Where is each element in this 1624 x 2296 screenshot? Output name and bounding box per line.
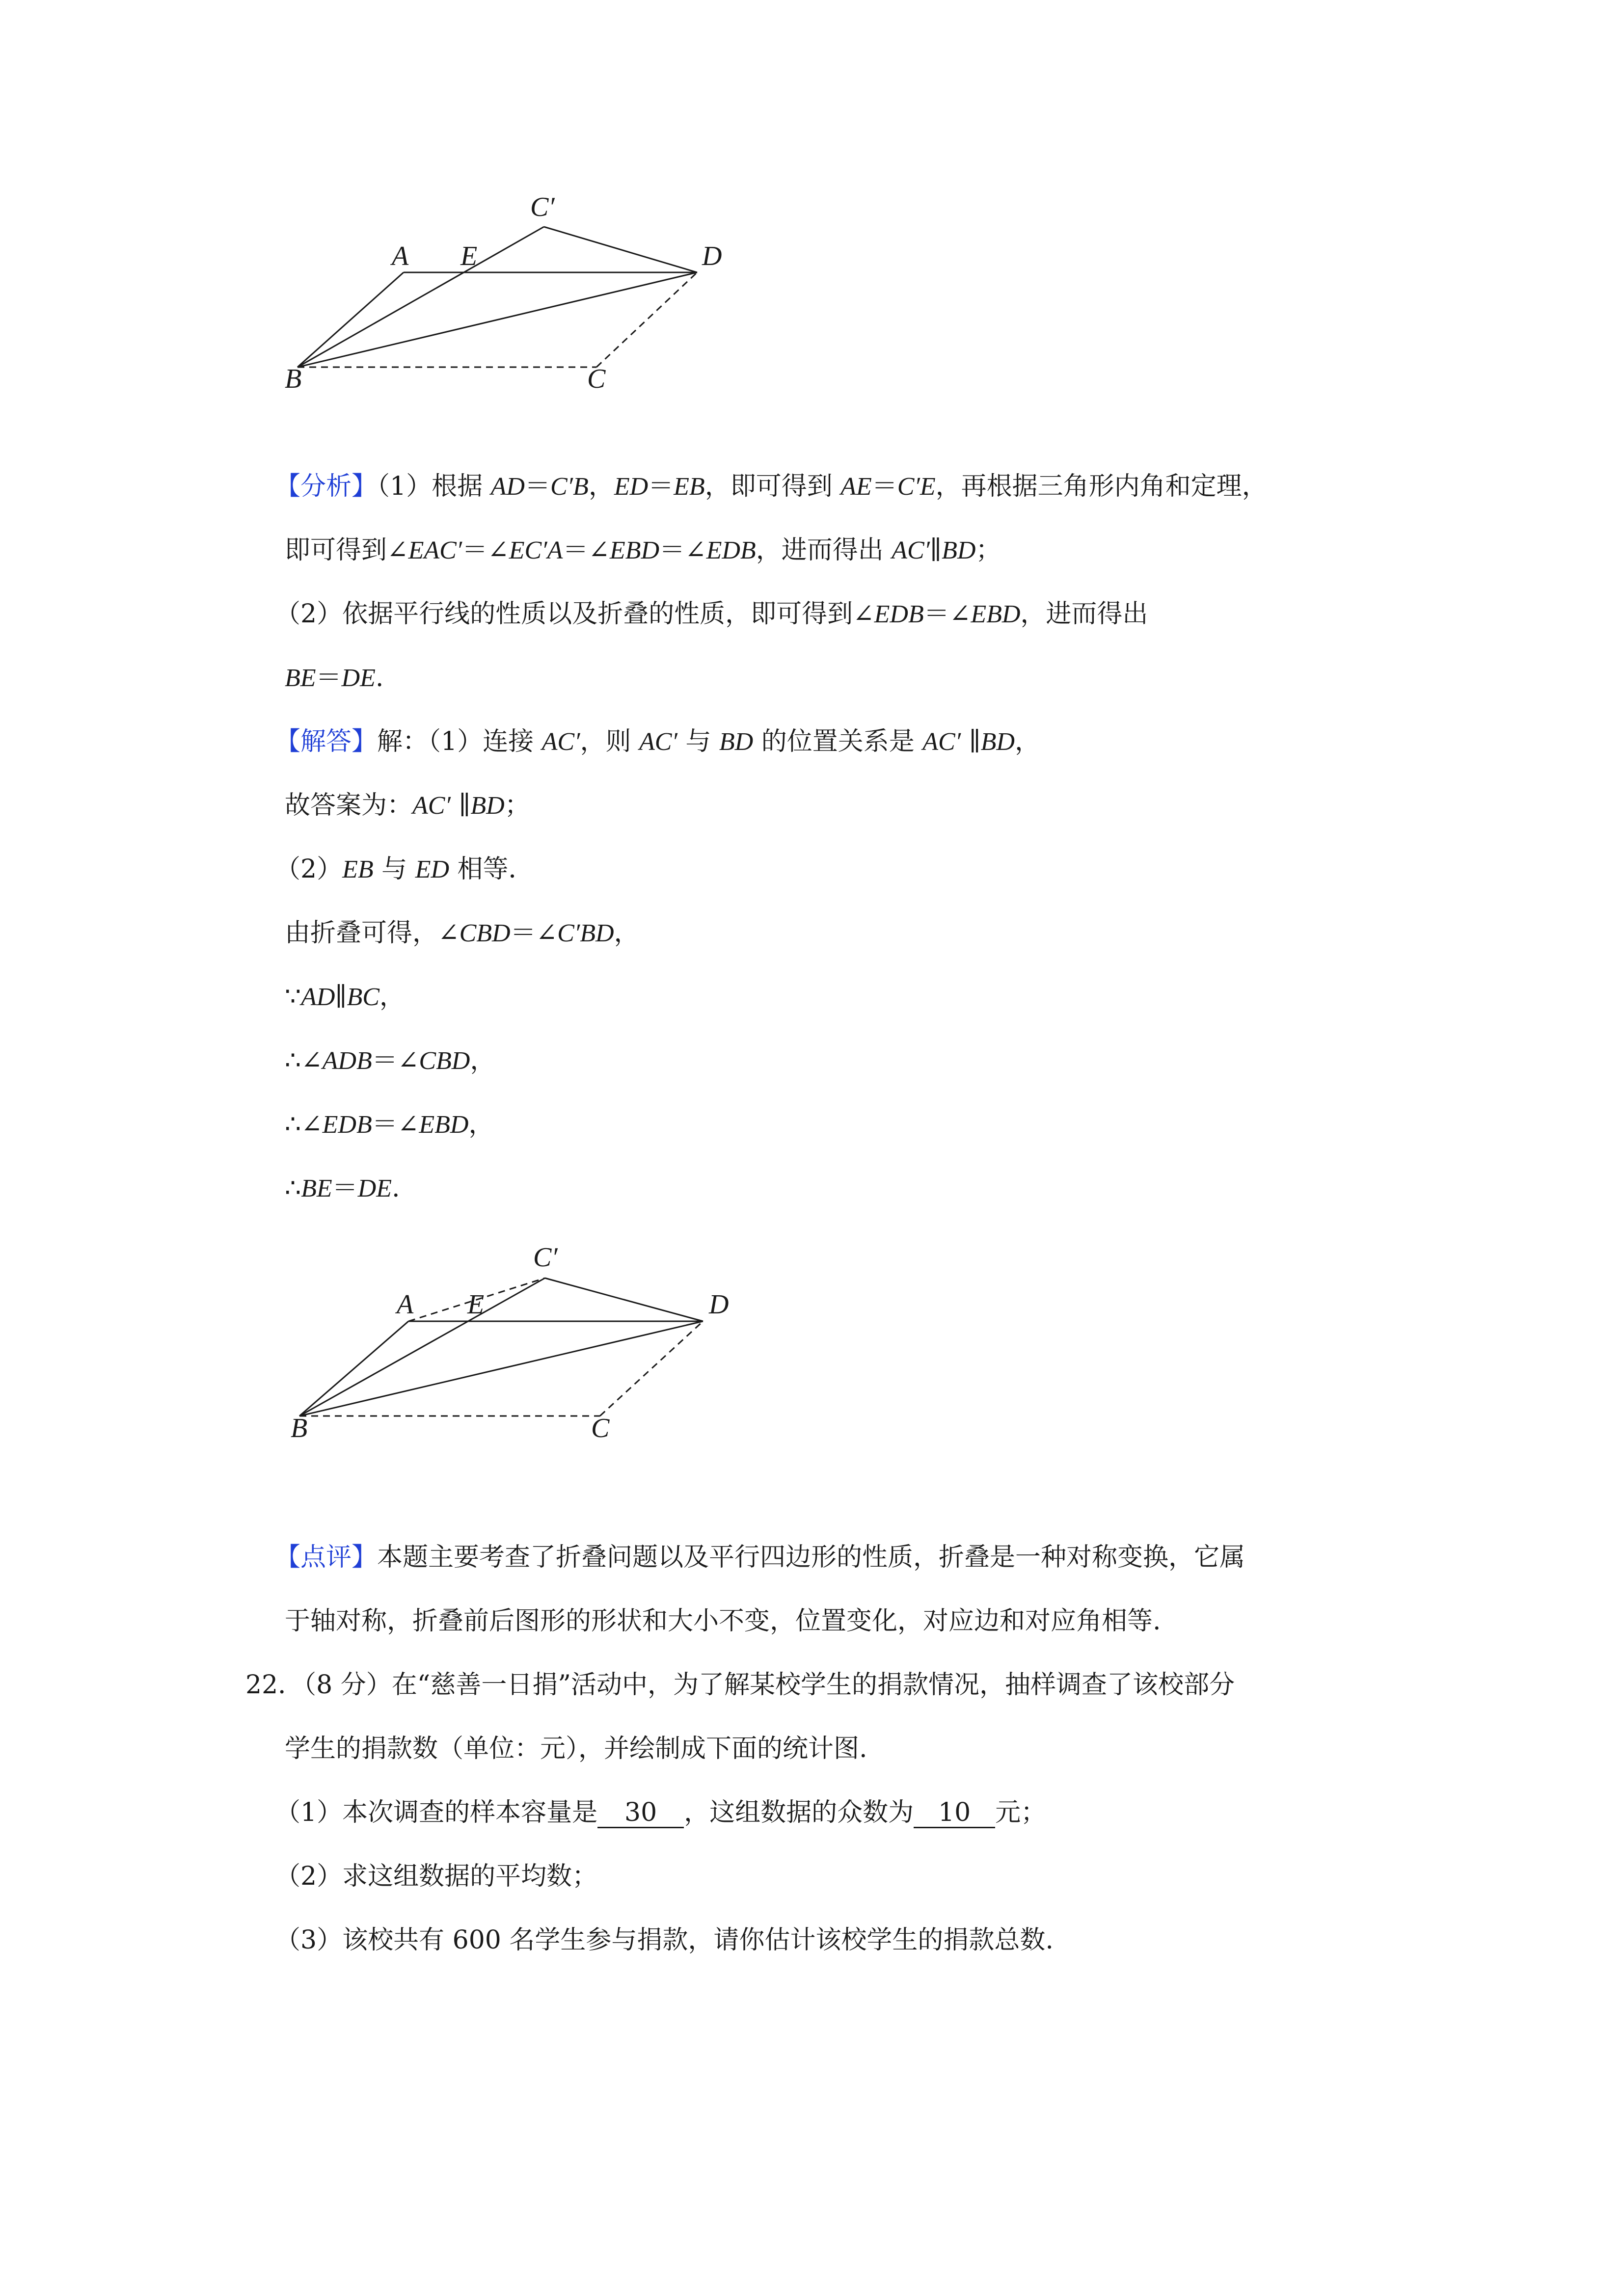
solution-line-2: 故答案为：AC′ ∥BD； (285, 791, 530, 820)
question-22-part-3: （3）该校共有 600 名学生参与捐款，请你估计该校学生的捐款总数. (275, 1925, 1054, 1955)
label-a: A (397, 1289, 414, 1320)
solution-line-7: ∴∠EDB＝∠EBD， (285, 1110, 494, 1139)
solution-line-5: ∵AD∥BC， (285, 982, 405, 1012)
segment-ab (298, 272, 404, 367)
segment-bd (298, 272, 697, 367)
segment-ab (299, 1321, 408, 1416)
answer-blank-sample-size: 30 (597, 1798, 684, 1828)
segment-cd-dashed (600, 1321, 703, 1416)
question-22-part-1: （1）本次调查的样本容量是 30 ，这组数据的众数为 10 元； (275, 1798, 1047, 1827)
label-e: E (467, 1289, 485, 1320)
analysis-line-3: （2）依据平行线的性质以及折叠的性质，即可得到∠EDB＝∠EBD，进而得出 (275, 599, 1148, 629)
solution-line-6: ∴∠ADB＝∠CBD， (285, 1046, 496, 1075)
analysis-tag: 【分析】 (275, 472, 378, 501)
label-b: B (291, 1413, 308, 1443)
label-c-prime: C′ (530, 192, 555, 222)
segment-c-prime-d (544, 227, 697, 272)
label-a: A (392, 241, 409, 271)
segment-bd (299, 1321, 703, 1416)
question-22-heading: 22．（8 分）在“慈善一日捐”活动中，为了解某校学生的捐款情况，抽样调查了该校部分 (245, 1670, 1235, 1700)
question-22-heading-cont: 学生的捐款数（单位：元），并绘制成下面的统计图. (285, 1734, 867, 1763)
segment-c-prime-d (545, 1278, 703, 1321)
solution-tag: 【解答】 (275, 727, 378, 756)
analysis-line-2: 即可得到∠EAC′＝∠EC′A＝∠EBD＝∠EDB，进而得出 AC′∥BD； (285, 535, 1001, 565)
solution-line-4: 由折叠可得，∠CBD＝∠C′BD， (285, 918, 640, 948)
solution-line-3: （2）EB 与 ED 相等． (275, 854, 534, 884)
segment-bc-prime (299, 1278, 545, 1416)
solution-line-8: ∴BE＝DE. (285, 1174, 400, 1203)
analysis-line-4: BE＝DE. (285, 663, 384, 693)
analysis-line-1: 【分析】（1）根据 AD＝C′B，ED＝EB，即可得到 AE＝C′E，再根据三角形内角和定理， (275, 472, 1268, 501)
label-b: B (285, 364, 302, 394)
segment-cd-dashed (596, 272, 697, 367)
segment-bc-prime (298, 227, 544, 367)
answer-blank-mode: 10 (914, 1798, 995, 1828)
figure-1 (275, 187, 766, 442)
solution-line-1: 【解答】解：（1）连接 AC′，则 AC′ 与 BD 的位置关系是 AC′ ∥BD， (275, 727, 1041, 756)
figure-2 (280, 1237, 771, 1492)
comment-line-2: 于轴对称，折叠前后图形的形状和大小不变，位置变化，对应边和对应角相等. (285, 1606, 1161, 1636)
comment-line-1: 【点评】本题主要考查了折叠问题以及平行四边形的性质，折叠是一种对称变换，它属 (275, 1543, 1245, 1572)
label-e: E (460, 241, 478, 271)
label-c-prime: C′ (533, 1242, 558, 1273)
label-c: C (587, 364, 606, 394)
question-22-part-2: （2）求这组数据的平均数； (275, 1862, 598, 1891)
label-d: D (702, 241, 722, 271)
label-d: D (709, 1289, 729, 1320)
comment-tag: 【点评】 (275, 1543, 378, 1572)
label-c: C (591, 1413, 610, 1443)
